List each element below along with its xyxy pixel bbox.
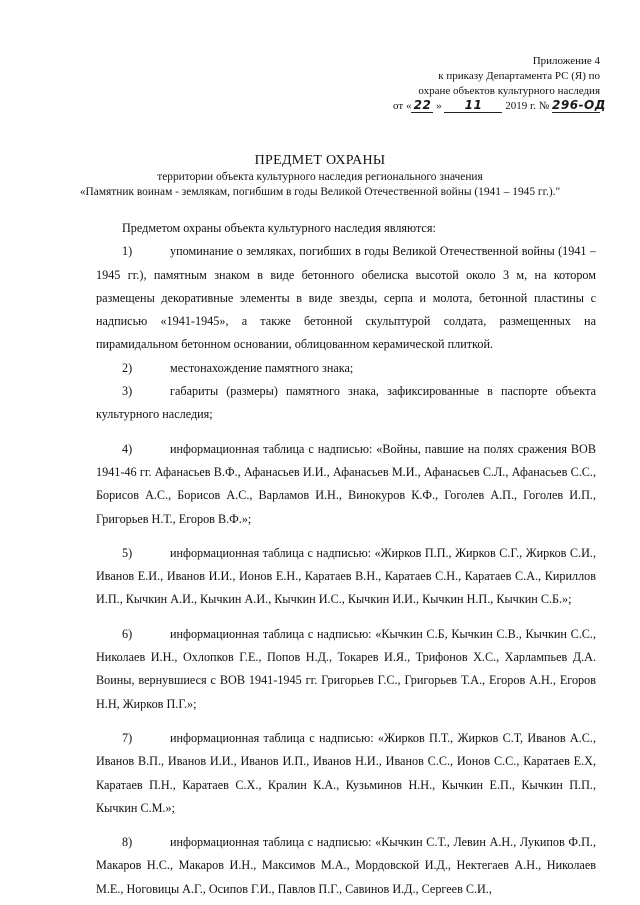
item-number: 5) xyxy=(122,545,133,560)
item-number: 4) xyxy=(122,441,133,456)
subtitle-line-2: «Памятник воинам - землякам, погибшим в годы Великой Отечественной войны (1941 – 1945 гг.)." xyxy=(79,186,561,198)
item-number: 7) xyxy=(122,730,133,745)
intro-paragraph: Предметом охраны объекта культурного наследия являются: xyxy=(122,221,436,235)
date-day-field xyxy=(411,99,433,113)
item-number: 2) xyxy=(122,360,133,375)
date-day: 22 xyxy=(413,98,432,112)
order-number-field xyxy=(552,98,606,113)
list-item xyxy=(96,438,596,531)
item-text: габариты (размеры) памятного знака, зафиксированные в паспорте объекта культурного наследия; xyxy=(96,384,596,422)
item-text: местонахождение памятного знака; xyxy=(170,360,354,375)
appendix-header xyxy=(340,54,606,114)
item-number: 3) xyxy=(122,384,133,399)
item-text: информационная таблица с надписью: «Жирков П.Т., Жирков С.Т, Иванов А.С., Иванов В.П., Иванов И.И., Иванов И.П., Иванов Н.И., Иванов С.С., Ионов С.С., Каратаев Е.Х, Каратаев П.Н., Каратаев С.Х., Кралин К.А., Кузьминов Н.Н., Кычкин Е.П., Кычкин П.П., Кычкин С.М.»; xyxy=(96,730,596,815)
list-item xyxy=(96,240,596,356)
order-date-line xyxy=(340,98,606,114)
item-text: информационная таблица с надписью: «Жирков П.П., Жирков С.Г., Жирков С.И., Иванов Е.И., Иванов И.И., Ионов Е.Н., Каратаев В.Н., Каратаев С.Н., Каратаев С.А., Кириллов И.П., Кычкин А.И., Кычкин А.И., Кычкин И.С., Кычкин И.И., Кычкин Н.П., Кычкин С.Б.»; xyxy=(96,545,596,607)
list-item xyxy=(96,831,596,901)
item-text: информационная таблица с надписью: «Кычкин С.Б, Кычкин С.В., Кычкин С.С., Николаев И.Н., Охлопков Г.Е., Попов Н.Д., Токарев И.Я., Трифонов Х.С., Харлампьев Д.А. Воины, вернувшиеся с ВОВ 1941-1945 гг. Григорьев Г.С., Григорьев Т.А., Егоров А.Н., Егоров Н.Н, Жирков П.Г.»; xyxy=(96,626,596,711)
item-text: информационная таблица с надписью: «Кычкин С.Т., Левин А.Н., Лукипов Ф.П., Макаров Н.С., Макаров И.Н., Максимов М.А., Мордовской И.Д., Нектегаев А.Н., Николаев М.Е., Ноговицы А.Г., Осипов Г.И., Павлов П.Г., Савинов И.Д., Сергеев С.И., xyxy=(96,835,596,896)
list-item xyxy=(96,380,596,427)
item-number: 6) xyxy=(122,626,133,641)
list-item xyxy=(96,357,596,380)
department-name: охране объектов культурного наследия xyxy=(418,85,600,97)
item-text: информационная таблица с надписью: «Войны, павшие на полях сражения ВОВ 1941-46 гг. Афанасьев В.Ф., Афанасьев И.И., Афанасьев М.И., Афанасьев С.Л., Афанасьев С.С., Борисов А.С., Борисов А.С., Варламов И.Н., Винокуров К.Ф., Гоголев А.П., Гоголев И.П., Григорьев Н.Т., Егоров В.Ф.»; xyxy=(96,441,596,526)
appendix-number: Приложение 4 xyxy=(532,55,600,67)
list-item xyxy=(96,542,596,612)
item-number: 1) xyxy=(122,244,133,259)
order-number: 296-ОД xyxy=(552,98,606,112)
date-day-suffix: » xyxy=(436,100,442,112)
item-number: 8) xyxy=(122,835,133,850)
document-title: ПРЕДМЕТ ОХРАНЫ xyxy=(254,153,386,168)
list-item xyxy=(96,623,596,716)
item-text: упоминание о земляках, погибших в годы Великой Отечественной войны (1941 – 1945 гг.), памятным знаком в виде бетонного обелиска высотой около 3 м, на котором размещены декоративные элементы в виде звезды, серпа и молота, бетонной пластины с надписью «1941-1945», а также бетонной скульптурой солдата, размещенных на пирамидальном бетонном основании, облицованном керамической плиткой. xyxy=(96,244,596,352)
subtitle-line-1: территории объекта культурного наследия регионального значения xyxy=(157,171,483,183)
date-month-field xyxy=(444,99,502,113)
date-prefix: от « xyxy=(393,100,412,112)
year-text: 2019 г. № xyxy=(505,100,550,112)
date-month: 11 xyxy=(464,98,483,112)
document-subtitle xyxy=(0,170,640,200)
list-item xyxy=(96,727,596,820)
order-reference: к приказу Департамента РС (Я) по xyxy=(438,70,600,82)
document-body xyxy=(96,217,596,901)
